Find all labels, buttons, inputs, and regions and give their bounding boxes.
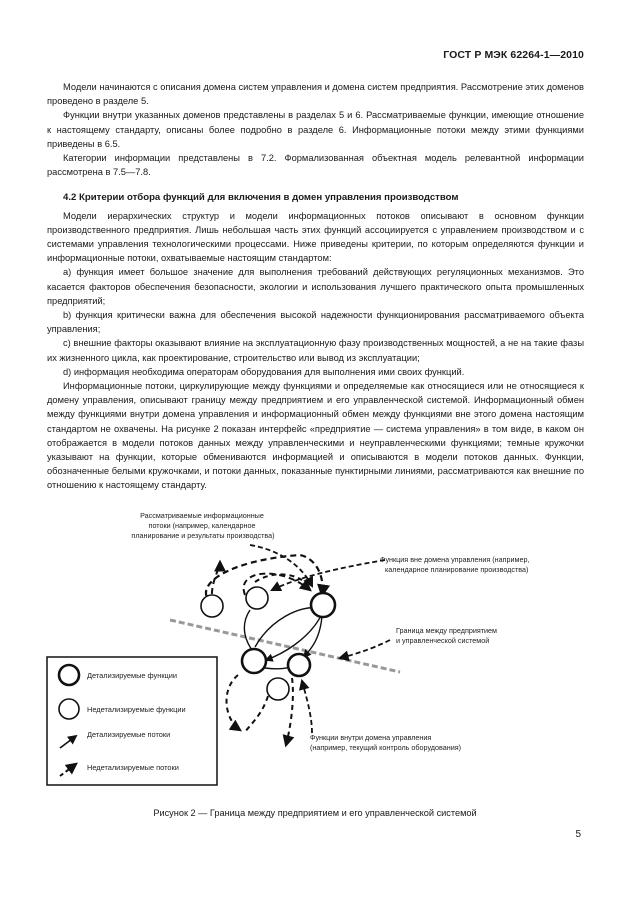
- detailed-flow: [255, 608, 318, 647]
- legend-detailed-node: [59, 665, 79, 685]
- figure-caption: Рисунок 2 — Граница между предприятием и его управленческой системой: [153, 808, 477, 818]
- paragraph: Функции внутри указанных доменов представлены в разделах 5 и 6. Рассматриваемые функции, имеющие отношение к настоящему стандарту, описаны более подробно в разделе 6. Информационные потоки между этими функциями приведены в 6.5.: [47, 110, 584, 149]
- detailed-function-node: [288, 654, 310, 676]
- label-considered-flows: Рассматриваемые информационные потоки (например, календарное планирование и результаты производства): [131, 511, 275, 540]
- legend-undetailed-node: [59, 699, 79, 719]
- paragraph: Информационные потоки, циркулирующие между функциями и определяемые как относящиеся или не относящиеся к домену управления, описывают границу между предприятием и его управленческой системой. Информационный обмен между функциями внутри домена управления и информационный обмен между функциями вне этого домена настоящим стандартом не охвачены. На рисунке 2 показан интерфейс «предприятие — система управления» в том виде, в каком он отображается в модели потоков данных между управленческими и неуправленческими функциями; темные кружочки указывают на функции, которые обмениваются информацией и описываются в модели потоков данных. Функции, обозначенные белыми кружочками, и потоки данных, показанные пунктирными линиями, рассматриваются как внешние по отношению к настоящему стандарту.: [47, 381, 584, 491]
- callout-arrow: [272, 560, 385, 590]
- label-inside-functions: Функции внутри домена управления (например, текущий контроль оборудования): [310, 733, 461, 752]
- callout-arrow: [302, 681, 312, 733]
- legend-detailed-flows: Детализируемые потоки: [87, 730, 171, 739]
- paragraph: a) функция имеет большое значение для выполнения требований действующих регуляционных механизмов. Это касается факторов обеспечения безопасности, экологии и использования лучшего практического опыта промышленных предприятий;: [47, 267, 584, 306]
- undetailed-function-node: [267, 678, 289, 700]
- label-outside-function: Функция вне домена управления (например, календарное планирование производства): [380, 555, 530, 574]
- paragraph: b) функция критически важна для обеспечения высокой надежности функционирования рассматриваемого объекта управления;: [47, 310, 584, 335]
- callout-arrow: [340, 640, 390, 658]
- detailed-function-node: [242, 649, 266, 673]
- section-title: 4.2 Критерии отбора функций для включения в домен управления производством: [63, 192, 459, 204]
- paragraph: Категории информации представлены в 7.2. Формализованная объектная модель релевантной информации рассмотрена в 7.5—7.8.: [47, 153, 584, 178]
- label-boundary: Граница между предприятием и управленческой системой: [396, 626, 497, 645]
- detailed-flow: [244, 610, 252, 650]
- detailed-function-node: [311, 593, 335, 617]
- page-number: 5: [575, 829, 581, 840]
- paragraph: Модели иерархических структур и модели информационных потоков описывают в основном функции производственного предприятия. Лишь небольшая часть этих функций ассоциируется с управлением производством и с системами управления технологическими процессами. Ниже приведены критерии, по которым определяются функции и информационные потоки, охватываемые настоящим стандартом:: [47, 210, 584, 264]
- figure-diagram: [40, 500, 600, 800]
- legend-undetailed-functions: Недетализируемые функции: [87, 705, 186, 714]
- paragraph: Модели начинаются с описания домена систем управления и домена систем предприятия. Рассмотрение этих доменов проведено в разделе 5.: [47, 82, 584, 107]
- paragraph: c) внешние факторы оказывают влияние на эксплуатационную фазу производственных мощностей, а не на такие фазы их жизненного цикла, как проектирование, строительство или вывод из эксплуатации;: [47, 338, 584, 363]
- legend-detailed-functions: Детализируемые функции: [87, 671, 178, 680]
- undetailed-flow: [245, 696, 268, 732]
- document-header: ГОСТ Р МЭК 62264-1—2010: [443, 49, 584, 61]
- undetailed-function-node: [246, 587, 268, 609]
- undetailed-flow: [226, 675, 240, 730]
- legend-undetailed-flows: Недетализируемые потоки: [87, 763, 179, 772]
- undetailed-function-node: [201, 595, 223, 617]
- body-text: [47, 80, 584, 493]
- paragraph: d) информация необходима операторам оборудования для выполнения ими своих функций.: [63, 366, 465, 377]
